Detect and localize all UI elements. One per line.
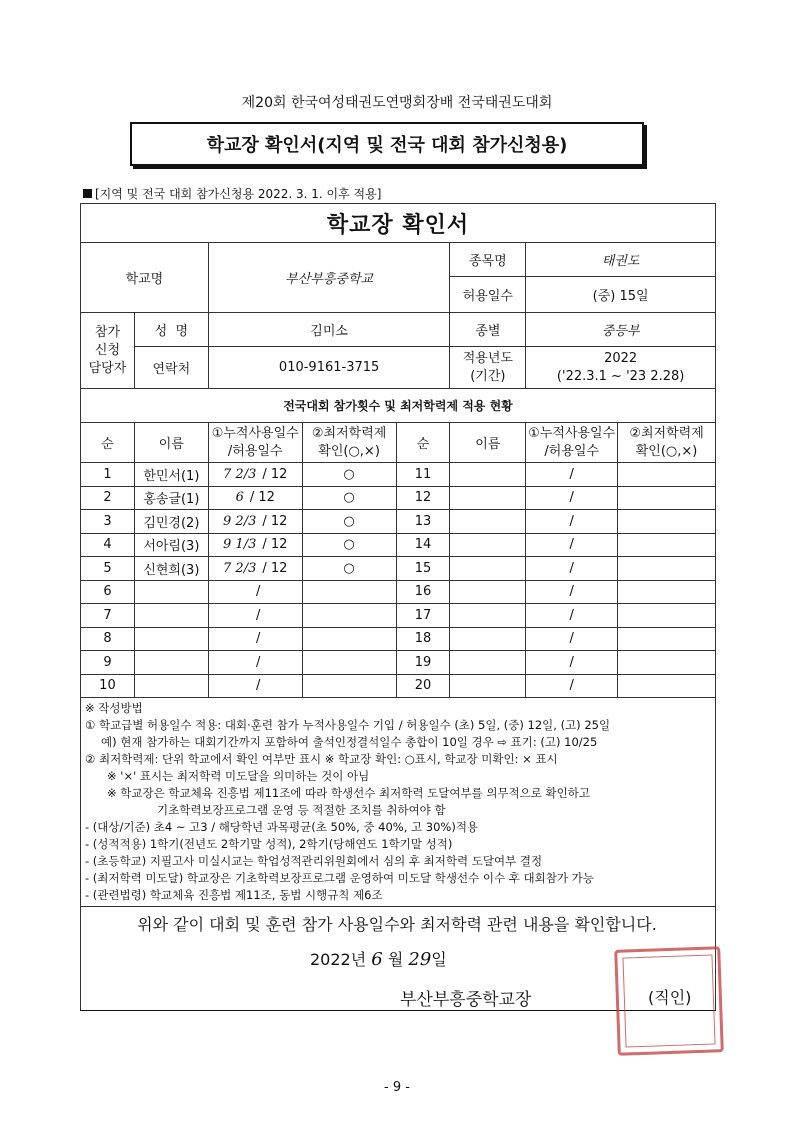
status-days	[208, 533, 302, 557]
status-name: 서아림(3)	[134, 533, 208, 557]
date-month-handwritten: 6	[371, 949, 383, 970]
year-value-2: ('22.3.1 ~ '23 2.28)	[556, 368, 685, 384]
col-check-right-2: 확인(○,×)	[635, 443, 698, 459]
event-title: 제20회 한국여성태권도연맹회장배 전국태권도대회	[241, 95, 553, 111]
status-rows	[81, 463, 716, 698]
principal-name: 부산부흥중학교장	[400, 990, 532, 1010]
col-name: 이름	[134, 423, 208, 463]
status-row	[81, 580, 716, 604]
status-days	[208, 627, 302, 651]
days-used-handwritten: 6	[235, 490, 244, 506]
col-days-right-2: /허용일수	[544, 443, 599, 459]
section-label-text: [지역 및 전국 대회 참가신청용 2022. 3. 1. 이후 적용]	[95, 187, 382, 201]
status-no: 2	[81, 486, 135, 510]
date-day-handwritten: 29	[408, 949, 432, 970]
document-title: 학교장 확인서(지역 및 전국 대회 참가신청용)	[130, 122, 644, 166]
status-row	[81, 627, 716, 651]
status-row	[81, 674, 716, 698]
notes-section	[81, 698, 716, 907]
status-check	[302, 627, 396, 651]
status-check-right	[618, 510, 716, 534]
status-check-right	[618, 580, 716, 604]
status-row	[81, 533, 716, 557]
status-name: 김민경(2)	[134, 510, 208, 534]
status-name-right	[450, 486, 526, 510]
status-no: 6	[81, 580, 135, 604]
event-value: 태권도	[526, 243, 716, 277]
days-allowed: /	[256, 631, 261, 647]
status-days	[208, 651, 302, 675]
days-used-handwritten: 7 2/3	[223, 560, 257, 576]
status-no: 7	[81, 604, 135, 628]
staff-label	[81, 313, 135, 389]
status-no-right: 19	[396, 651, 450, 675]
note-line: ※ '×' 표시는 최저학력 미도달을 의미하는 것이 아님	[107, 769, 370, 783]
note-line: - (성적적용) 1학기(전년도 2학기말 성적), 2학기(당해연도 1학기말 성적)	[85, 837, 453, 851]
note-line: ② 최저학력제: 단위 학교에서 확인 여부만 표시 ※ 학교장 확인: ○표시, 학교장 미확인: × 표시	[85, 752, 558, 766]
status-no-right: 17	[396, 604, 450, 628]
status-title: 전국대회 참가횟수 및 최저학력제 적용 현황	[81, 389, 716, 423]
days-allowed: /	[256, 584, 261, 600]
col-no: 순	[81, 423, 135, 463]
note-line: - (관련법령) 학교체육 진흥법 제11조, 동법 시행규칙 제6조	[85, 888, 383, 902]
status-days-right: /	[526, 674, 618, 698]
event-label: 종목명	[450, 243, 526, 277]
status-no: 10	[81, 674, 135, 698]
days-allowed: / 12	[262, 537, 288, 553]
status-name: 신현희(3)	[134, 557, 208, 581]
days-allowed: / 12	[262, 560, 288, 576]
square-bullet-icon	[83, 189, 92, 198]
staff-label-2: 신청	[94, 342, 121, 358]
note-line: ※ 학교장은 학교체육 진흥법 제11조에 따라 학생선수 최저학력 도달여부를 의무적으로 확인하고	[107, 786, 590, 800]
status-name-right	[450, 651, 526, 675]
status-name-right	[450, 510, 526, 534]
year-value-1: 2022	[604, 350, 638, 366]
status-name-right	[450, 463, 526, 487]
status-check-right	[618, 627, 716, 651]
status-name: 한민서(1)	[134, 463, 208, 487]
days-allowed: /	[256, 678, 261, 694]
school-label: 학교명	[81, 243, 209, 313]
status-check: ○	[302, 557, 396, 581]
status-days	[208, 604, 302, 628]
col-name-right: 이름	[450, 423, 526, 463]
status-check-right	[618, 557, 716, 581]
col-check-right	[618, 423, 716, 463]
status-row	[81, 463, 716, 487]
status-name-right	[450, 674, 526, 698]
status-no: 3	[81, 510, 135, 534]
status-days	[208, 486, 302, 510]
allowed-days-label: 허용일수	[450, 277, 526, 313]
status-days-right: /	[526, 510, 618, 534]
status-check-right	[618, 674, 716, 698]
status-row	[81, 604, 716, 628]
col-days-1: ①누적사용일수	[211, 425, 299, 441]
name-label: 성 명	[134, 313, 208, 347]
status-no-right: 13	[396, 510, 450, 534]
status-days	[208, 674, 302, 698]
col-check-2: 확인(○,×)	[318, 443, 380, 459]
status-name-right	[450, 627, 526, 651]
status-days-right: /	[526, 627, 618, 651]
status-no: 8	[81, 627, 135, 651]
days-used-handwritten: 7 2/3	[223, 466, 257, 482]
col-no-right: 순	[396, 423, 450, 463]
col-days	[208, 423, 302, 463]
status-check-right	[618, 604, 716, 628]
status-days-right: /	[526, 533, 618, 557]
status-row	[81, 557, 716, 581]
confirm-statement: 위와 같이 대회 및 훈련 참가 사용일수와 최저학력 관련 내용을 확인합니다.	[137, 915, 657, 934]
note-line: 기초학력보장프로그램 운영 등 적절한 조치를 취하여야 함	[157, 803, 446, 817]
note-line: - (초등학교) 지필고사 미실시교는 학업성적관리위원회에서 심의 후 최저학력 도달여부 결정	[85, 854, 543, 868]
status-name	[134, 674, 208, 698]
staff-label-3: 담당자	[88, 360, 127, 376]
status-row	[81, 651, 716, 675]
status-days	[208, 580, 302, 604]
date-line	[310, 947, 447, 970]
status-no: 9	[81, 651, 135, 675]
status-no-right: 12	[396, 486, 450, 510]
days-allowed: / 12	[262, 513, 288, 529]
date-year: 2022년	[310, 950, 367, 969]
status-check	[302, 651, 396, 675]
status-no-right: 20	[396, 674, 450, 698]
status-name: 홍송글(1)	[134, 486, 208, 510]
status-name	[134, 580, 208, 604]
status-check	[302, 580, 396, 604]
notes-heading: ※ 작성방법	[85, 701, 143, 715]
status-days-right: /	[526, 463, 618, 487]
status-no: 4	[81, 533, 135, 557]
status-name-right	[450, 557, 526, 581]
days-allowed: /	[256, 607, 261, 623]
status-no-right: 14	[396, 533, 450, 557]
status-no-right: 11	[396, 463, 450, 487]
contact-label: 연락처	[134, 347, 208, 389]
year-label	[450, 347, 526, 389]
status-check: ○	[302, 533, 396, 557]
status-no-right: 16	[396, 580, 450, 604]
staff-label-1: 참가	[94, 324, 121, 340]
status-row	[81, 510, 716, 534]
category-label: 종별	[450, 313, 526, 347]
name-value: 김미소	[208, 313, 450, 347]
status-name	[134, 604, 208, 628]
note-line: - (대상/기준) 초4 ~ 고3 / 해당학년 과목평균(초 50%, 중 40%, 고 30%)적용	[85, 820, 479, 834]
days-allowed: /	[256, 654, 261, 670]
status-name	[134, 627, 208, 651]
days-used-handwritten: 9 1/3	[223, 537, 257, 553]
status-row	[81, 486, 716, 510]
status-check	[302, 604, 396, 628]
status-days	[208, 510, 302, 534]
col-check-1: ②최저학력제	[311, 425, 387, 441]
year-label-2: (기간)	[470, 368, 506, 384]
status-no: 5	[81, 557, 135, 581]
year-label-1: 적용년도	[462, 350, 513, 366]
contact-value: 010-9161-3715	[208, 347, 450, 389]
status-days	[208, 557, 302, 581]
days-allowed: / 12	[262, 466, 288, 482]
page-number: - 9 -	[384, 1080, 410, 1095]
category-value: 중등부	[526, 313, 716, 347]
year-value	[526, 347, 716, 389]
date-month-label: 월	[387, 950, 404, 969]
col-days-2: /허용일수	[227, 443, 283, 459]
status-no: 1	[81, 463, 135, 487]
status-days	[208, 463, 302, 487]
status-no-right: 18	[396, 627, 450, 651]
status-check	[302, 674, 396, 698]
status-days-right: /	[526, 557, 618, 581]
status-check: ○	[302, 510, 396, 534]
status-check-right	[618, 486, 716, 510]
school-value: 부산부흥중학교	[208, 243, 450, 313]
status-days-right: /	[526, 604, 618, 628]
col-check	[302, 423, 396, 463]
seal-label: (직인)	[648, 988, 692, 1007]
days-allowed: / 12	[249, 490, 275, 506]
note-line: 예) 현재 참가하는 대회기간까지 포함하여 출석인정결석일수 총합이 10일 경우 ⇨ 표기: (고) 10/25	[101, 735, 598, 749]
status-check-right	[618, 533, 716, 557]
col-days-right	[526, 423, 618, 463]
status-name	[134, 651, 208, 675]
days-used-handwritten: 9 2/3	[223, 513, 257, 529]
status-check: ○	[302, 463, 396, 487]
col-check-right-1: ②최저학력제	[629, 425, 704, 441]
status-no-right: 15	[396, 557, 450, 581]
col-days-right-1: ①누적사용일수	[528, 425, 616, 441]
allowed-days-value: (중) 15일	[526, 277, 716, 313]
status-name-right	[450, 533, 526, 557]
status-check: ○	[302, 486, 396, 510]
status-days-right: /	[526, 580, 618, 604]
status-days-right: /	[526, 651, 618, 675]
status-days-right: /	[526, 486, 618, 510]
status-check-right	[618, 651, 716, 675]
section-label	[83, 185, 381, 202]
status-check-right	[618, 463, 716, 487]
confirmation-form	[80, 203, 716, 1011]
note-line: - (최저학력 미도달) 학교장은 기초학력보장프로그램 운영하여 미도달 학생선수 이수 후 대회참가 가능	[85, 871, 594, 885]
date-day-label: 일	[431, 950, 447, 969]
status-name-right	[450, 604, 526, 628]
status-name-right	[450, 580, 526, 604]
note-line: ① 학교급별 허용일수 적용: 대회·훈련 참가 누적사용일수 기입 / 허용일수 (초) 5일, (중) 12일, (고) 25일	[85, 718, 611, 732]
form-title: 학교장 확인서	[81, 204, 716, 243]
